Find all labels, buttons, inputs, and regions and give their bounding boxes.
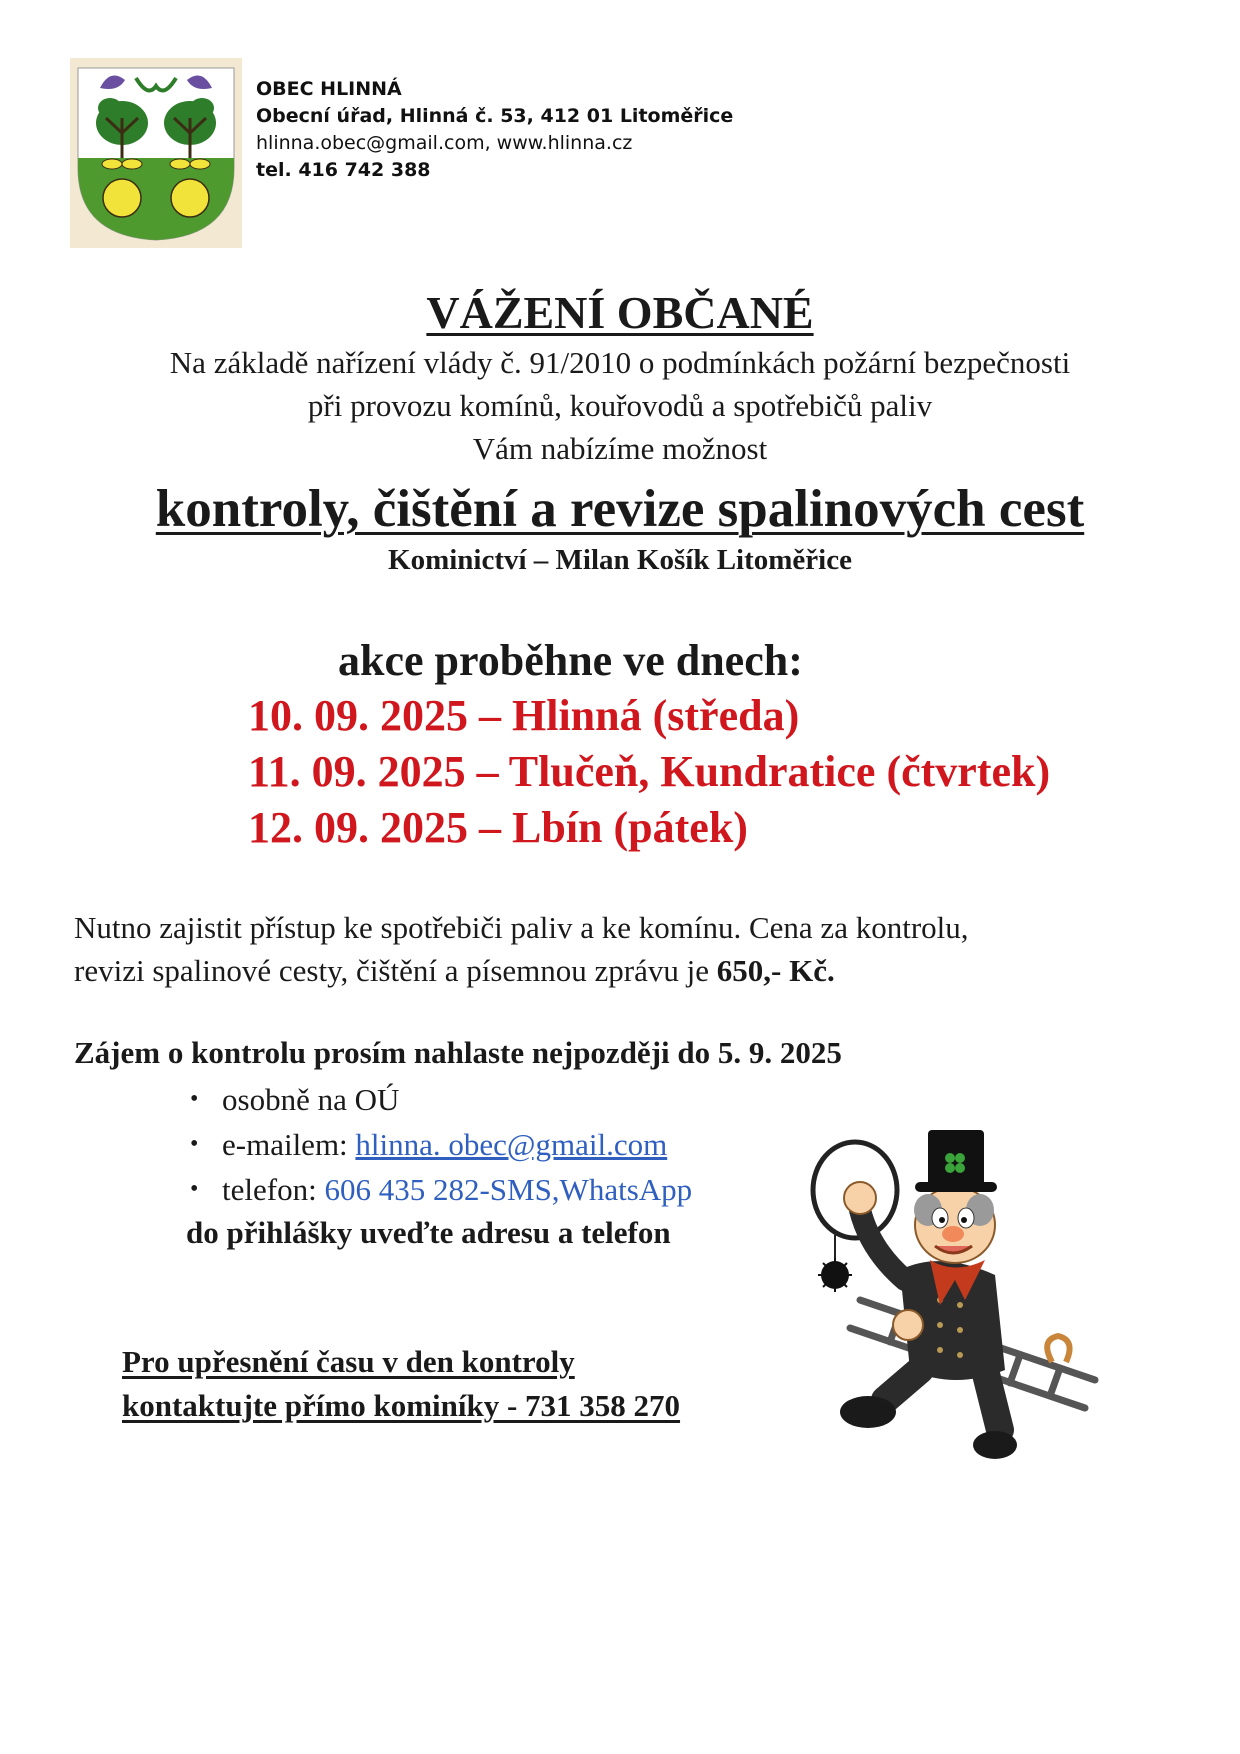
header-email[interactable]: hlinna.obec@gmail.com bbox=[256, 132, 485, 154]
event-date: 11. 09. 2025 – Tlučeň, Kundratice (čtvrtek) bbox=[248, 747, 1051, 796]
list-item: • e-mailem: hlinna. obec@gmail.com bbox=[186, 1122, 692, 1167]
phone-number: 606 435 282-SMS,WhatsApp bbox=[324, 1172, 693, 1207]
contact-line: hlinna.obec@gmail.com, www.hlinna.cz bbox=[256, 132, 633, 154]
bullet-icon: • bbox=[190, 1176, 199, 1202]
price-paragraph: Nutno zajistit přístup ke spotřebiči paliv a ke komínu. Cena za kontrolu, revizi spalinové cesty, čištění a písemnou zprávu je 650,- Kč. bbox=[74, 910, 969, 988]
contact-list bbox=[186, 1077, 692, 1212]
bullet-icon: • bbox=[190, 1131, 199, 1157]
price: 650,- Kč. bbox=[716, 953, 835, 988]
registration-deadline: Zájem o kontrolu prosím nahlaste nejpozději do 5. 9. 2025 bbox=[74, 1035, 842, 1070]
office-address: Obecní úřad, Hlinná č. 53, 412 01 Litoměřice bbox=[256, 105, 734, 127]
village-coat-of-arms bbox=[70, 58, 242, 248]
page-title: VÁŽENÍ OBČANÉ bbox=[426, 287, 814, 338]
chimney-sweep-illustration bbox=[790, 1100, 1120, 1460]
list-item: • telefon: 606 435 282-SMS,WhatsApp bbox=[186, 1167, 692, 1212]
list-item: • osobně na OÚ bbox=[186, 1077, 692, 1122]
company-name: Kominictví – Milan Košík Litoměřice bbox=[388, 544, 852, 576]
event-dates-list bbox=[248, 688, 1050, 856]
header-website[interactable]: www.hlinna.cz bbox=[496, 132, 633, 154]
event-date: 12. 09. 2025 – Lbín (pátek) bbox=[248, 803, 748, 852]
municipality-header bbox=[256, 76, 733, 184]
header-phone: tel. 416 742 388 bbox=[256, 159, 431, 181]
registration-note: do přihlášky uveďte adresu a telefon bbox=[186, 1215, 671, 1250]
municipality-name: OBEC HLINNÁ bbox=[256, 78, 402, 100]
event-dates-heading: akce proběhne ve dnech: bbox=[338, 636, 803, 685]
email-link[interactable]: hlinna. obec@gmail.com bbox=[355, 1127, 668, 1162]
footer-contact: Pro upřesnění času v den kontroly kontaktujte přímo kominíky - 731 358 270 bbox=[122, 1344, 681, 1423]
bullet-icon: • bbox=[190, 1086, 199, 1112]
intro-text: Na základě nařízení vlády č. 91/2010 o podmínkách požární bezpečnosti při provozu komínů, kouřovodů a spotřebičů paliv Vám nabízíme možnost bbox=[169, 345, 1071, 466]
service-heading: kontroly, čištění a revize spalinových cest bbox=[155, 480, 1085, 538]
event-date: 10. 09. 2025 – Hlinná (středa) bbox=[248, 691, 800, 740]
